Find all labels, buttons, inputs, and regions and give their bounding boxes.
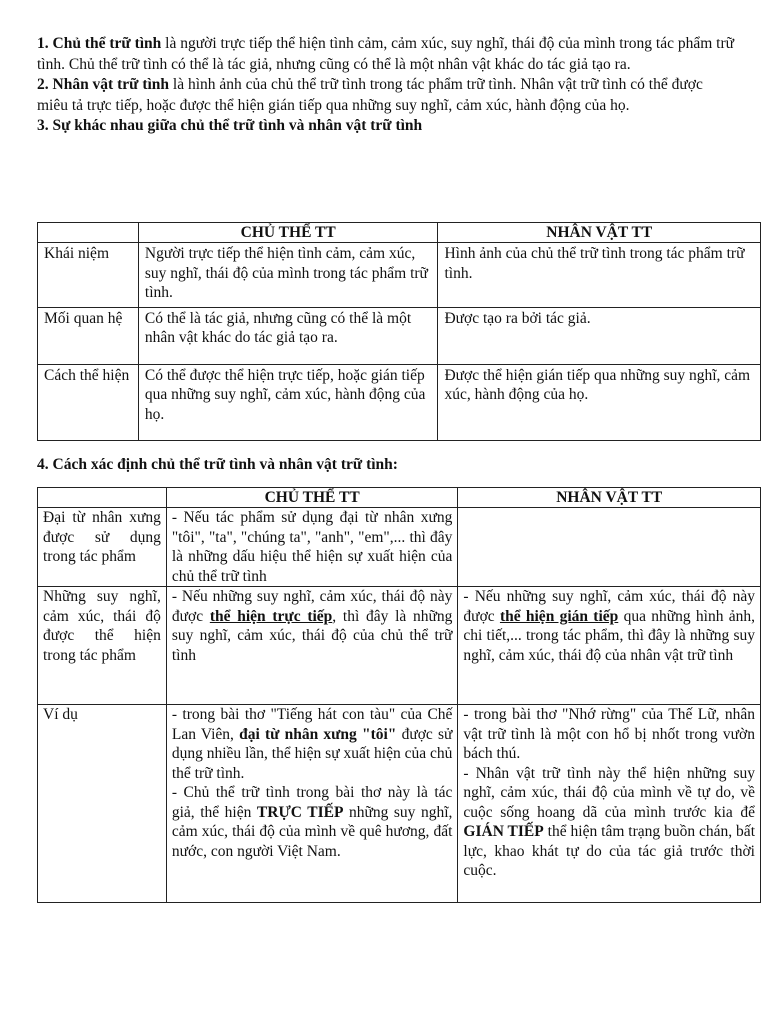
table-row: Khái niệm Người trực tiếp thể hiện tình cảm, cảm xúc, suy nghĩ, thái độ của mình trong tác phẩm trữ tình. Hình ảnh của chủ thể trữ tình trong tác phẩm trữ tình. — [38, 243, 761, 308]
term-lyrical-subject: 1. Chủ thể trữ tình — [37, 35, 162, 52]
comparison-table — [37, 222, 761, 441]
table-row: Ví dụ - trong bài thơ "Tiếng hát con tàu" của Chế Lan Viên, đại từ nhân xưng "tôi" được sử dụng nhiều lần, thể hiện sự xuất hiện của chủ thể trữ tình. - Chủ thể trữ tình trong bài thơ này là tác giả, thể hiện TRỰC TIẾP những suy nghĩ, cảm xúc, thái độ của mình về quê hương, đất nước, con người Việt Nam. - trong bài thơ "Nhớ rừng" của Thế Lữ, nhân vật trữ tình là một con hổ bị nhốt trong vườn bách thú. - Nhân vật trữ tình này thể hiện những suy nghĩ, cảm xúc, thái độ của mình về tự do, về cuộc sống hoang dã của mình trước kia để GIÁN TIẾP thể hiện tâm trạng buồn chán, bất lực, khao khát tự do của tác giả trước thời cuộc. — [38, 705, 761, 903]
header-subject: CHỦ THỂ TT — [166, 488, 458, 508]
header-character: NHÂN VẬT TT — [458, 488, 761, 508]
table-row: Mối quan hệ Có thể là tác giả, nhưng cũng có thể là một nhân vật khác do tác giả tạo ra. Được tạo ra bởi tác giả. — [38, 307, 761, 364]
table-header-row — [38, 223, 761, 243]
identification-table — [37, 487, 761, 903]
heading-4: 4. Cách xác định chủ thể trữ tình và nhân vật trữ tình: — [37, 456, 398, 473]
paragraph-2: 2. Nhân vật trữ tình là hình ảnh của chủ thể trữ tình trong tác phẩm trữ tình. Nhân vật trữ tình có thể được miêu tả trực tiếp, hoặc được thể hiện gián tiếp qua những suy nghĩ, cảm xúc, hành động của họ. — [37, 76, 703, 114]
intro-section — [37, 34, 737, 137]
table-row: Đại từ nhân xưng được sử dụng trong tác phẩm - Nếu tác phẩm sử dụng đại từ nhân xưng "tôi", "ta", "chúng ta", "anh", "em",... thì đây là những dấu hiệu thể hiện sự xuất hiện của chủ thể trữ tình — [38, 508, 761, 587]
header-subject: CHỦ THỂ TT — [138, 223, 438, 243]
header-character: NHÂN VẬT TT — [438, 223, 761, 243]
table-header-row — [38, 488, 761, 508]
paragraph-1: 1. Chủ thể trữ tình là người trực tiếp thể hiện tình cảm, cảm xúc, suy nghĩ, thái độ của mình trong tác phẩm trữ tình. Chủ thể trữ tình có thể là tác giả, nhưng cũng có thể là một nhân vật khác do tác giả tạo ra. — [37, 35, 735, 73]
heading-3: 3. Sự khác nhau giữa chủ thể trữ tình và nhân vật trữ tình — [37, 117, 423, 134]
table-row: Những suy nghĩ, cảm xúc, thái độ được thể hiện trong tác phẩm - Nếu những suy nghĩ, cảm xúc, thái độ này được thể hiện trực tiếp, thì đây là những suy nghĩ, cảm xúc, thái độ của chủ thể trữ tình - Nếu những suy nghĩ, cảm xúc, thái độ này được thể hiện gián tiếp qua những hình ảnh, chi tiết,... trong tác phẩm, thì đây là những suy nghĩ, cảm xúc, thái độ của nhân vật trữ tình — [38, 587, 761, 705]
term-lyrical-character: 2. Nhân vật trữ tình — [37, 76, 170, 93]
table-row: Cách thể hiện Có thể được thể hiện trực tiếp, hoặc gián tiếp qua những suy nghĩ, cảm xúc, hành động của họ. Được thể hiện gián tiếp qua những suy nghĩ, cảm xúc, hành động của họ. — [38, 364, 761, 440]
